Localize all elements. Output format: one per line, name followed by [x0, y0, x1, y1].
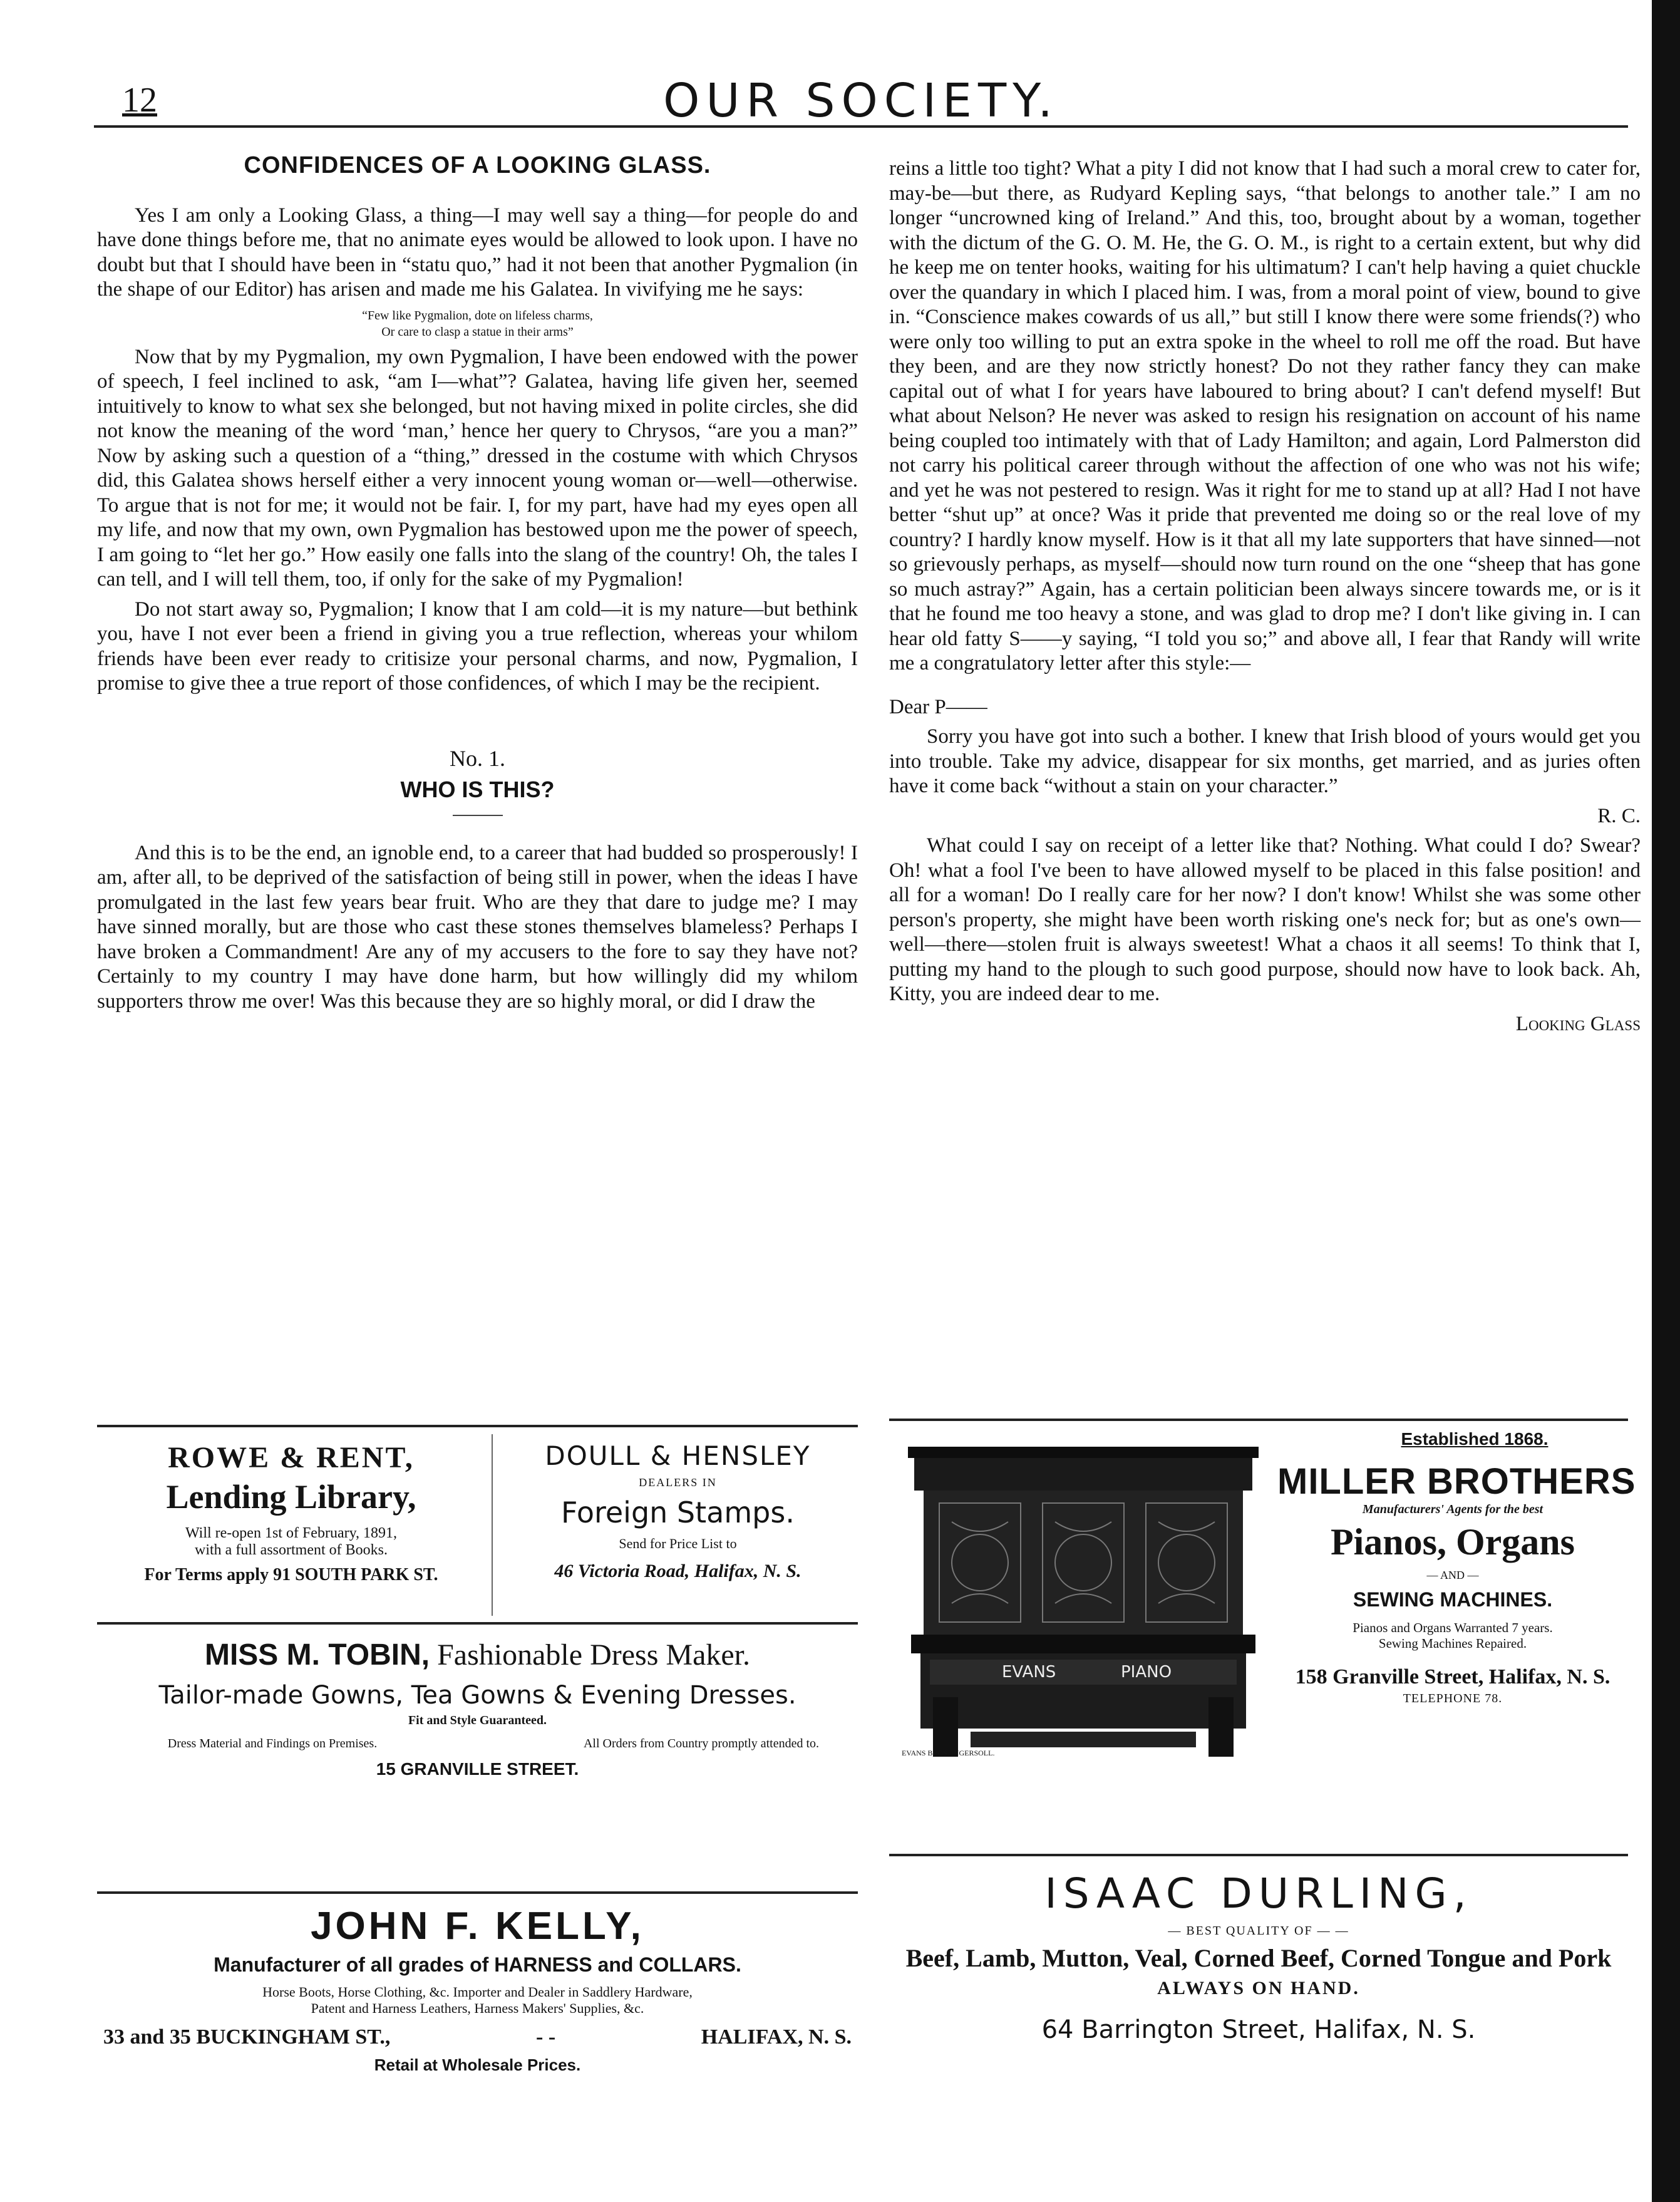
- ad-guarantee: Fit and Style Guaranteed.: [408, 1714, 547, 1727]
- section-number: No. 1.: [450, 745, 505, 771]
- ad-product: Foreign Stamps.: [561, 1496, 795, 1529]
- article-paragraph: Yes I am only a Looking Glass, a thing—I may well say a thing—for people do and have done things before me, that no animate eyes would be allowed to look upon. I have no doubt but that I should have been in “statu quo,” had it not been that another Pygmalion (in the shape of our Editor) has arisen and made me his Galatea. In vivifying me he says:: [97, 204, 858, 301]
- piano-caption: EVANS BROS. INGERSOLL.: [902, 1749, 995, 1757]
- ad-subtitle: Lending Library,: [166, 1478, 416, 1516]
- ad-text-line: Send for Price List to: [619, 1536, 737, 1551]
- ad-address: 33 and 35 BUCKINGHAM ST.,: [103, 2025, 391, 2049]
- ad-goods: Beef, Lamb, Mutton, Veal, Corned Beef, Corned Tongue and Pork: [905, 1944, 1612, 1972]
- ad-city: HALIFAX, N. S.: [701, 2025, 852, 2049]
- ad-text-line: — BEST QUALITY OF — —: [1168, 1924, 1349, 1938]
- ad-trade: Fashionable Dress Maker.: [437, 1638, 751, 1672]
- article-paragraph: reins a little too tight? What a pity I did not know that I had such a moral crew to cater for, may-be—but there, as Rudyard Kepling says, “that belongs to another tale.” I am no longer “uncrowned king of Ireland.” And this, too, brought about by a woman, together with the dictum of the G. O. M. He, the G. O. M., is right to a certain extent, but why did he keep me on tenter hooks, waiting for his ultimatum? I can't help having a quiet chuckle over the quandary in which I placed him. I was, from a moral point of view, bound to give in. “Conscience makes cowards of us all,” but still I know there were some friends(?) who were only too willing to put an extra spoke in the wheel to roll me off the road. But have they been, and are they now strictly honest? Do not they rather fancy they can make capital out of what I for years have laboured to bring about? I can't defend myself! But what about Nelson? He never was asked to resign his resignation on account of his name being coupled too intimately with that of Lady Hamilton; and again, Lord Palmerston did not carry his political career through without the affection of one who was not his wife; and yet he was not pestered to resign. Was it right for me to stand up at all? Had I not have better “shut up” at once? Was it pride that prevented me doing so or the real love of my country? I hardly know myself. How is it that all my late supporters that have sinned—not so grievously perhaps, as myself—should now turn round on the one “sheep that has gone so much astray?” Again, has a certain politician been always sincere towards me, or is it that he found me too heavy a stone, and was glad to drop me? I don't like giving in. I can hear old fatty S——y saying, “I told you so;” and above all, I fear that Randy will write me a congratulatory letter after this style:—: [889, 157, 1641, 675]
- article-signature: Looking Glass: [1515, 1012, 1641, 1035]
- ad-notes: [97, 1737, 858, 1781]
- ad-business-name: DOULL & HENSLEY: [545, 1440, 811, 1471]
- ad-durling: [889, 1869, 1628, 2044]
- section-divider: [453, 815, 503, 816]
- ad-text-line: Pianos and Organs Warranted 7 years.: [1353, 1620, 1553, 1635]
- piano-label-left: EVANS: [1002, 1663, 1056, 1682]
- ad-business-name: ROWE & RENT,: [168, 1441, 415, 1474]
- ad-text-line: Will re-open 1st of February, 1891,: [185, 1525, 398, 1541]
- letter-signature: R. C.: [1597, 804, 1641, 827]
- ad-divider: [889, 1419, 1628, 1421]
- ad-telephone: TELEPHONE 78.: [1403, 1692, 1503, 1705]
- ad-address: 64 Barrington Street, Halifax, N. S.: [1041, 2015, 1476, 2044]
- ad-rowe-rent: [97, 1440, 485, 1585]
- page-number: 12: [122, 81, 157, 120]
- piano-label-right: PIANO: [1121, 1663, 1172, 1682]
- ad-text-line: Sewing Machines Repaired.: [1378, 1636, 1527, 1651]
- ad-subtitle: Manufacturers' Agents for the best: [1362, 1502, 1543, 1516]
- ad-miller-brothers: [889, 1422, 1636, 1766]
- ad-address: 15 GRANVILLE STREET.: [376, 1759, 579, 1779]
- ad-divider: [97, 1425, 858, 1427]
- ad-text-line: Patent and Harness Leathers, Harness Makers' Supplies, &c.: [311, 2000, 644, 2016]
- ad-tagline: Manufacturer of all grades of HARNESS and COLLARS.: [214, 1953, 741, 1976]
- header-rule: [94, 125, 1628, 128]
- ad-sewing: SEWING MACHINES.: [1353, 1588, 1553, 1611]
- ad-text-line: DEALERS IN: [639, 1476, 717, 1489]
- section-title: WHO IS THIS?: [400, 777, 555, 802]
- ad-doull-hensley: [498, 1440, 858, 1582]
- ad-product: Pianos, Organs: [1330, 1521, 1575, 1563]
- ad-address-row: [97, 2025, 858, 2049]
- ad-text-line: Horse Boots, Horse Clothing, &c. Importer and Dealer in Saddlery Hardware,: [262, 1984, 693, 2000]
- ad-text-line: All Orders from Country promptly attended to.: [583, 1737, 820, 1750]
- ad-footer: Retail at Wholesale Prices.: [374, 2055, 581, 2074]
- ad-divider: [97, 1622, 858, 1625]
- ad-divider: [889, 1854, 1628, 1856]
- article-left-column: [97, 144, 858, 1019]
- ad-heading: [97, 1638, 858, 1672]
- ad-address: For Terms apply 91 SOUTH PARK ST.: [144, 1565, 438, 1584]
- ad-business-name: ISAAC DURLING,: [1044, 1869, 1473, 1918]
- article-paragraph: What could I say on receipt of a letter like that? Nothing. What could I do? Swear? Oh! what a fool I've been to have allowed myself to be placed in this false position! and all for a woman! Do I really care for her now? I don't know! Whilst she was some other person's property, she might have been worth risking one's neck for; but as one's own—well—there—stolen fruit is always sweetest! What a chaos it all seems! To think that I, putting my hand to the plough to such good purpose, should now have to look back. Ah, Kitty, you are indeed dear to me.: [889, 834, 1641, 1005]
- ad-business-name: JOHN F. KELLY,: [311, 1905, 644, 1948]
- ad-separator: - -: [536, 2025, 556, 2049]
- article-title: CONFIDENCES OF A LOOKING GLASS.: [244, 152, 711, 178]
- page-header: [94, 74, 1628, 130]
- ad-vertical-divider: [492, 1434, 493, 1616]
- ad-address: 158 Granville Street, Halifax, N. S.: [1295, 1665, 1610, 1688]
- ad-miller-text: [1277, 1429, 1636, 1706]
- article-paragraph: And this is to be the end, an ignoble end, to a career that had budded so prosperously! I am, after all, to be deprived of the satisfaction of being still in power, when the ideas I have promulgated in the last few years bear fruit. Who are they that dare to judge me? I may have sinned morally, but are those who cast these stones themselves blameless? Perhaps I have broken a Commandment! Are any of my accusers to the fore to say they have not? Certainly to my country I may have done harm, but how willingly did my whilom supporters throw me over! Was this because they are so highly moral, or did I draw the: [97, 841, 858, 1013]
- piano-illustration: [895, 1447, 1268, 1760]
- ad-business-name: MILLER BROTHERS: [1277, 1461, 1636, 1502]
- article-paragraph: Now that by my Pygmalion, my own Pygmalion, I have been endowed with the power of speech, I feel inclined to ask, “am I—what”? Galatea, having life given her, seemed intuitively to know to what sex she belonged, but not having mixed in polite circles, she did not know the meaning of the word ‘man,’ hence her query to Chrysos, “are you a man?” Now by asking such a question of a “thing,” dressed in the costume with which Chrysos did, this Galatea shows herself either a very innocent young woman or—well—otherwise. To argue that is not for me; it would not be fair. I, for my part, have had my eyes open all my life, and now that my own, own Pygmalion has bestowed upon me the power of speech, I am going to “let her go.” How easily one falls into the slang of the country! Oh, the tales I can tell, and I will tell them, too, if only for the sake of my Pygmalion!: [97, 345, 858, 591]
- ad-text-line: with a full assortment of Books.: [195, 1542, 388, 1558]
- scan-edge-bar: [1652, 0, 1680, 2202]
- ad-divider: [97, 1891, 858, 1894]
- masthead: OUR SOCIETY.: [663, 74, 1059, 128]
- letter-salutation: Dear P——: [889, 695, 987, 718]
- ad-services: Tailor-made Gowns, Tea Gowns & Evening Dresses.: [158, 1681, 796, 1710]
- letter-body: Sorry you have got into such a bother. I knew that Irish blood of yours would get you into trouble. Take my advice, disappear for six months, get married, and as juries often have it come back “without a stain on your character.”: [889, 725, 1641, 797]
- ad-established: Established 1868.: [1401, 1429, 1549, 1449]
- ad-tagline: ALWAYS ON HAND.: [1157, 1978, 1360, 1998]
- verse-line: “Few like Pygmalion, dote on lifeless charms, Or care to clasp a statue in their arms”: [362, 308, 593, 339]
- ad-text-line: — AND —: [1426, 1569, 1479, 1581]
- ad-business-name: MISS M. TOBIN,: [204, 1638, 430, 1672]
- ad-tobin: [97, 1638, 858, 1781]
- ad-text-line: Dress Material and Findings on Premises.: [167, 1737, 378, 1750]
- article-paragraph: Do not start away so, Pygmalion; I know that I am cold—it is my nature—but bethink you, have I not ever been a friend in giving you a true reflection, whereas your whilom friends have been ever ready to critisize your personal charms, and now, Pygmalion, I promise to give thee a true report of those confidences, of which I may be the recipient.: [97, 597, 858, 695]
- ad-address: 46 Victoria Road, Halifax, N. S.: [554, 1561, 801, 1581]
- article-right-column: [889, 157, 1641, 1042]
- ad-kelly: [97, 1904, 858, 2075]
